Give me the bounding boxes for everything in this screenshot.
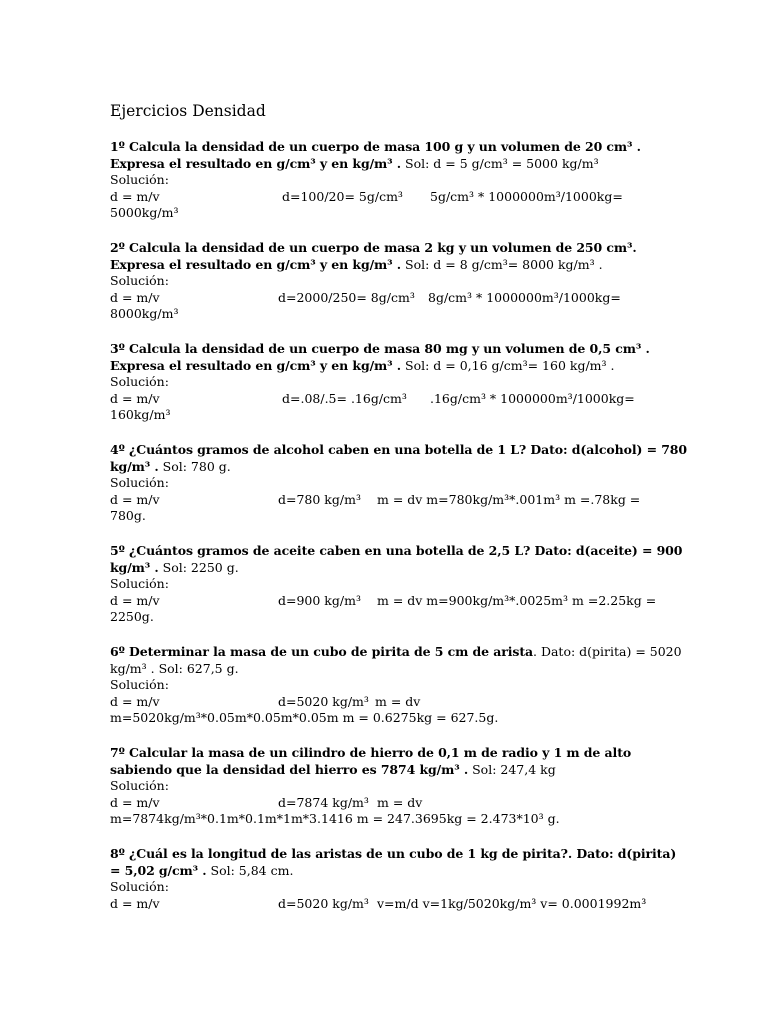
question-line: 8º ¿Cuál es la longitud de las aristas de un cubo de 1 kg de pirita?. Dato: d(pirita): [110, 846, 677, 861]
question-line: Expresa el resultado en g/cm³ y en kg/m³ .: [110, 155, 402, 171]
solution-label: Solución:: [110, 677, 169, 692]
calc-result: m=7874kg/m³*0.1m*0.1m*1m*3.1416 m = 247.3695kg = 2.473*10³ g.: [110, 811, 560, 826]
calc-step: d=5020 kg/m³: [278, 693, 369, 709]
solution-label: Solución:: [110, 273, 169, 288]
question-line: 1º Calcula la densidad de un cuerpo de masa 100 g y un volumen de 20 cm³ .: [110, 139, 641, 154]
exercise-5: [110, 543, 683, 626]
calc-step: d=.08/.5= .16g/cm³: [282, 390, 407, 406]
question-line: sabiendo que la densidad del hierro es 7874 kg/m³ .: [110, 761, 469, 777]
exercise-1: [110, 139, 670, 222]
calc-step: .16g/cm³ * 1000000m³/1000kg=: [430, 390, 635, 406]
calc-step: v=m/d v=1kg/5020kg/m³ v= 0.0001992m³: [377, 895, 647, 911]
solution-label: Solución:: [110, 374, 169, 389]
calc-result: m=5020kg/m³*0.05m*0.05m*0.05m m = 0.6275kg = 627.5g.: [110, 710, 499, 725]
calc-step: m = dv m=780kg/m³*.001m³ m =.78kg =: [377, 491, 641, 507]
calc-step: m = dv m=900kg/m³*.0025m³ m =2.25kg =: [377, 592, 657, 608]
answer-text: Sol: 2250 g.: [158, 559, 239, 575]
question-line: 6º Determinar la masa de un cubo de pirita de 5 cm de arista: [110, 644, 533, 659]
formula: d = m/v: [110, 491, 160, 507]
calc-step: 5g/cm³ * 1000000m³/1000kg=: [430, 188, 623, 204]
solution-label: Solución:: [110, 879, 169, 894]
formula: d = m/v: [110, 188, 160, 204]
question-line: 3º Calcula la densidad de un cuerpo de masa 80 mg y un volumen de 0,5 cm³ .: [110, 341, 650, 356]
calc-step: d=100/20= 5g/cm³: [282, 188, 403, 204]
formula: d = m/v: [110, 693, 160, 709]
formula: d = m/v: [110, 794, 160, 810]
calc-step: m = dv: [377, 794, 423, 810]
exercise-2: [110, 240, 670, 323]
question-line: 5º ¿Cuántos gramos de aceite caben en una botella de 2,5 L? Dato: d(aceite) = 900: [110, 543, 683, 558]
solution-label: Solución:: [110, 172, 169, 187]
answer-text: Sol: d = 0,16 g/cm³= 160 kg/m³ .: [401, 357, 615, 373]
formula: d = m/v: [110, 289, 160, 305]
question-line: 7º Calcular la masa de un cilindro de hierro de 0,1 m de radio y 1 m de alto: [110, 745, 632, 760]
exercise-7: [110, 745, 670, 828]
calc-result: 8000kg/m³: [110, 306, 179, 321]
solution-label: Solución:: [110, 778, 169, 793]
document-title: Ejercicios Densidad: [110, 102, 266, 120]
answer-text: Sol: d = 5 g/cm³ = 5000 kg/m³: [401, 155, 599, 171]
question-line: kg/m³ .: [110, 559, 159, 575]
answer-text: kg/m³ . Sol: 627,5 g.: [110, 660, 239, 676]
calc-step: d=5020 kg/m³: [278, 895, 369, 911]
calc-step: m = dv: [375, 693, 421, 709]
calc-step: d=900 kg/m³: [278, 592, 361, 608]
question-line: 4º ¿Cuántos gramos de alcohol caben en una botella de 1 L? Dato: d(alcohol) = 780: [110, 442, 687, 457]
formula: d = m/v: [110, 592, 160, 608]
question-line: . Dato: d(pirita) = 5020: [533, 644, 682, 659]
formula: d = m/v: [110, 895, 160, 911]
solution-label: Solución:: [110, 576, 169, 591]
answer-text: Sol: d = 8 g/cm³= 8000 kg/m³ .: [401, 256, 603, 272]
calc-result: 780g.: [110, 508, 146, 523]
exercise-6: [110, 644, 682, 727]
exercise-8: [110, 846, 677, 912]
question-line: kg/m³ .: [110, 458, 159, 474]
answer-text: Sol: 247,4 kg: [468, 761, 556, 777]
formula: d = m/v: [110, 390, 160, 406]
calc-step: d=780 kg/m³: [278, 491, 361, 507]
exercise-4: [110, 442, 687, 525]
calc-result: 5000kg/m³: [110, 205, 179, 220]
question-line: = 5,02 g/cm³ .: [110, 862, 207, 878]
question-line: Expresa el resultado en g/cm³ y en kg/m³ .: [110, 357, 402, 373]
answer-text: Sol: 780 g.: [158, 458, 231, 474]
calc-result: 160kg/m³: [110, 407, 171, 422]
exercise-3: [110, 341, 670, 424]
answer-text: Sol: 5,84 cm.: [206, 862, 294, 878]
question-line: 2º Calcula la densidad de un cuerpo de masa 2 kg y un volumen de 250 cm³.: [110, 240, 637, 255]
question-line: Expresa el resultado en g/cm³ y en kg/m³ .: [110, 256, 402, 272]
calc-result: 2250g.: [110, 609, 154, 624]
solution-label: Solución:: [110, 475, 169, 490]
calc-step: d=2000/250= 8g/cm³: [278, 289, 415, 305]
calc-step: d=7874 kg/m³: [278, 794, 369, 810]
calc-step: 8g/cm³ * 1000000m³/1000kg=: [428, 289, 621, 305]
